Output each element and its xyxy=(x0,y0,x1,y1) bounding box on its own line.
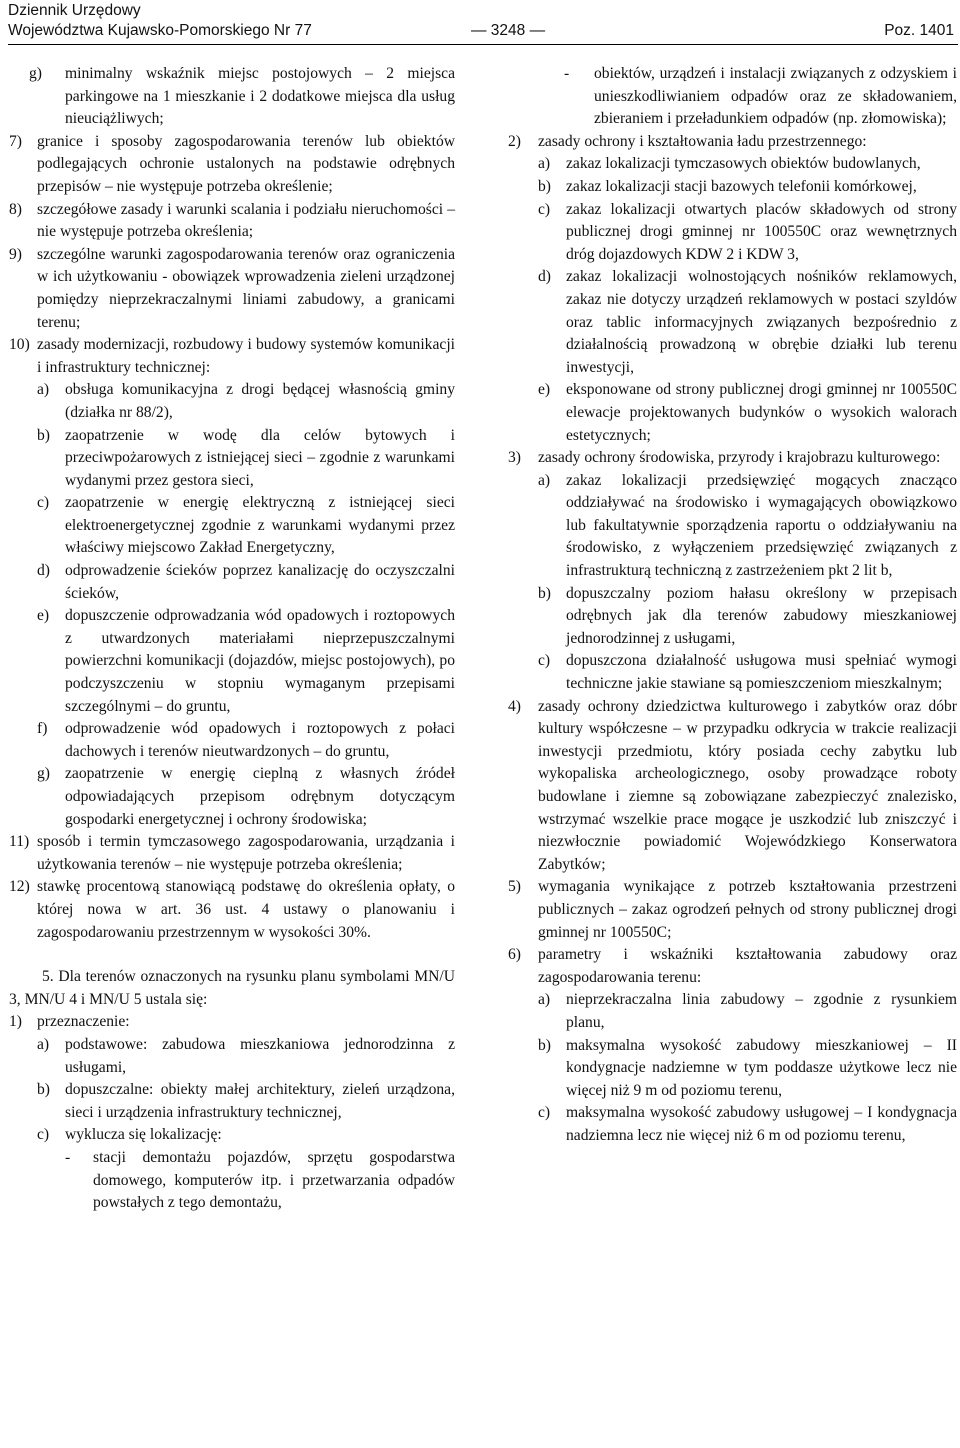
item-label: 7) xyxy=(9,132,22,150)
list-item xyxy=(9,831,455,876)
list-item xyxy=(9,379,455,424)
item-text: zakaz lokalizacji tymczasowych obiektów budowlanych, xyxy=(566,155,921,173)
item-text: sposób i termin tymczasowego zagospodarowania, urządzania i użytkowania terenów – nie występuje potrzeba określenia; xyxy=(37,833,455,873)
item-label: a) xyxy=(538,155,551,173)
list-item xyxy=(9,131,455,199)
item-text: zakaz lokalizacji stacji bazowych telefonii komórkowej, xyxy=(566,177,917,195)
list-item xyxy=(508,176,957,199)
item-text: parametry i wskaźniki kształtowania zabudowy oraz zagospodarowania terenu: xyxy=(538,946,957,986)
item-label: c) xyxy=(538,652,551,670)
list-item xyxy=(9,63,455,131)
item-text: szczegółowe zasady i warunki scalania i podziału nieruchomości – nie występuje potrzeba określenia; xyxy=(37,200,455,241)
item-text: zaopatrzenie w energię cieplną z własnych źródeł odpowiadających przepisom odrębnym dotyczącym gospodarki energetycznej i ochrony środowiska; xyxy=(65,765,455,828)
item-text: zaopatrzenie w energię elektryczną z istniejącej sieci elektroenergetycznej zgodnie z warunkami wydanymi przez właściwy miejscowo Zakład Energetyczny, xyxy=(65,494,455,557)
item-text: stawkę procentową stanowiącą podstawę do określenia opłaty, o której nowa w art. 36 ust. 4 ustawy o planowaniu i zagospodarowaniu przestrzennym w wysokości 30%. xyxy=(37,878,455,941)
list-item xyxy=(9,199,455,244)
item-text: dopuszczenie odprowadzania wód opadowych i roztopowych z utwardzonych materiałami nieprzepuszczalnymi powierzchni komunikacji (dojazdów, miejsc postojowych), po podczyszczeniu w stopniu wymaganym przepisami szczególnymi – do gruntu, xyxy=(65,607,455,715)
list-item xyxy=(508,583,957,651)
item-text: zakaz lokalizacji otwartych placów składowych od strony publicznej drogi gminnej nr 100550C oraz wewnętrznych dróg dojazdowych KDW 2 i KDW 3, xyxy=(566,200,957,263)
item-label: - xyxy=(564,65,570,82)
item-text: nieprzekraczalna linia zabudowy – zgodnie z rysunkiem planu, xyxy=(566,991,957,1031)
list-item xyxy=(9,244,455,334)
item-text: przeznaczenie: xyxy=(37,1013,130,1031)
item-label: 9) xyxy=(9,245,22,263)
list-item xyxy=(9,425,455,493)
item-text: obiektów, urządzeń i instalacji związanych z odzyskiem i unieszkodliwianiem odpadów oraz ze składowaniem, zbieraniem i przeładunkiem odpadów (np. złomowiska); xyxy=(594,65,957,128)
list-item xyxy=(508,63,957,131)
item-label: e) xyxy=(538,381,551,399)
item-text: dopuszczona działalność usługowa musi spełniać wymogi techniczne jakie stawiane są pomieszczeniom mieszkalnym; xyxy=(566,652,957,693)
list-item xyxy=(508,1102,957,1147)
list-item xyxy=(9,876,455,944)
item-text: granice i sposoby zagospodarowania terenów lub obiektów podlegających ochronie ustalonych na podstawie odrębnych przepisów – nie występuje potrzeba określenie; xyxy=(37,132,455,195)
item-label: - xyxy=(65,1148,71,1166)
item-text: maksymalna wysokość zabudowy mieszkaniowej – II kondygnacje nadziemne w tym poddasze użytkowe lecz nie więcej niż 9 m od poziomu terenu, xyxy=(566,1036,957,1099)
list-item xyxy=(508,131,957,154)
item-text: maksymalna wysokość zabudowy usługowej – I kondygnacja nadziemna lecz nie więcej niż 6 m od poziomu terenu, xyxy=(566,1104,957,1144)
item-label: e) xyxy=(37,607,50,625)
item-label: c) xyxy=(538,200,551,218)
header-divider xyxy=(8,44,958,45)
position-number: Poz. 1401 xyxy=(884,22,954,39)
item-label: c) xyxy=(37,1126,50,1144)
list-item xyxy=(508,379,957,447)
item-text: zakaz lokalizacji wolnostojących nośników reklamowych, zakaz nie dotyczy urządzeń reklamowych w postaci szyldów oraz tablic informacyjnych związanych bezpośrednio z działalnością prowadzoną w obrębie działki lub terenu inwestycji, xyxy=(566,268,957,376)
journal-title: Dziennik Urzędowy xyxy=(8,2,141,19)
item-label: 4) xyxy=(508,697,521,715)
item-label: 11) xyxy=(9,833,30,851)
list-item xyxy=(9,1147,455,1215)
item-text: zasady modernizacji, rozbudowy i budowy systemów komunikacji i infrastruktury technicznej: xyxy=(37,336,455,376)
list-item xyxy=(508,199,957,267)
item-label: b) xyxy=(538,1036,551,1054)
item-label: 6) xyxy=(508,946,521,964)
page-header xyxy=(8,0,956,44)
journal-subtitle-line xyxy=(8,21,956,41)
page-number: — 3248 — xyxy=(471,22,546,39)
item-text: zasady ochrony dziedzictwa kulturowego i zabytków oraz dóbr kultury współczesne – w przypadku odkrycia w trakcie realizacji inwestycji przedmiotu, który posiada cechy zabytku lub wykopaliska archeologicznego, osoby prowadzące roboty budowlane i ziemne są zobowiązane zabezpieczyć znalezisko, wstrzymać wszelkie prace mogące je uszkodzić lub zniszczyć i niezwłocznie powiadomić Wojewódzkiego Konserwatora Zabytków; xyxy=(538,697,957,873)
item-label: a) xyxy=(37,381,50,399)
right-column xyxy=(508,63,957,1148)
item-text: odprowadzenie ścieków poprzez kanalizację do oczyszczalni ścieków, xyxy=(65,562,455,602)
item-text: wymagania wynikające z potrzeb kształtowania przestrzeni publicznych – zakaz ogrodzeń pełnych od strony publicznej drogi gminnej nr 100550C; xyxy=(538,878,957,941)
list-item xyxy=(9,1124,455,1147)
list-item xyxy=(508,153,957,176)
list-item xyxy=(508,876,957,944)
item-label: b) xyxy=(538,177,551,195)
item-label: c) xyxy=(37,494,50,512)
item-label: a) xyxy=(37,1035,50,1053)
item-label: 8) xyxy=(9,200,22,218)
item-text: dopuszczalne: obiekty małej architektury, zieleń urządzona, sieci i urządzenia infrastruktury technicznej, xyxy=(65,1081,455,1121)
list-item xyxy=(9,492,455,560)
item-label: g) xyxy=(29,65,42,82)
item-text: zasady ochrony i kształtowania ładu przestrzennego: xyxy=(538,132,867,150)
list-item xyxy=(9,718,455,763)
list-item xyxy=(9,1079,455,1124)
item-label: a) xyxy=(538,471,551,489)
item-label: b) xyxy=(538,584,551,602)
item-text: szczególne warunki zagospodarowania terenów oraz ograniczenia w ich użytkowaniu - obowiązek wprowadzenia zieleni urządzonej pomiędzy nieprzekraczalnymi liniami zabudowy, a granicami terenu; xyxy=(37,245,455,331)
item-label: 10) xyxy=(9,336,30,354)
list-item xyxy=(9,1034,455,1079)
list-item xyxy=(9,763,455,831)
list-item xyxy=(9,334,455,379)
journal-issue: Województwa Kujawsko-Pomorskiego Nr 77 xyxy=(8,22,312,39)
item-label: d) xyxy=(538,268,551,286)
item-label: d) xyxy=(37,562,50,580)
item-text: zasady ochrony środowiska, przyrody i krajobrazu kulturowego: xyxy=(538,449,941,467)
section-paragraph: 5. Dla terenów oznaczonych na rysunku planu symbolami MN/U 3, MN/U 4 i MN/U 5 ustala się: xyxy=(9,968,455,1008)
list-item xyxy=(508,447,957,470)
item-text: obsługa komunikacyjna z drogi będącej własnością gminy (działka nr 88/2), xyxy=(65,381,455,421)
item-label: g) xyxy=(37,765,50,783)
item-label: 3) xyxy=(508,449,521,467)
item-text: dopuszczalny poziom hałasu określony w przepisach odrębnych jak dla terenów zabudowy mieszkaniowej jednorodzinnej z usługami, xyxy=(566,584,957,647)
item-text: zaopatrzenie w wodę dla celów bytowych i przeciwpożarowych z istniejącej sieci – zgodnie z warunkami wydanymi przez gestora sieci, xyxy=(65,426,455,489)
list-item xyxy=(508,470,957,583)
spacer xyxy=(9,944,455,966)
item-text: zakaz lokalizacji przedsięwzięć mogących znacząco oddziaływać na środowisko i wymagających obowiązkowo lub fakultatywnie sporządzenia raportu o oddziaływaniu na środowisko, z wyłączeniem przedsięwzięć związanych z infrastrukturą techniczną z zastrzeżeniem pkt 2 lit b, xyxy=(566,471,957,580)
item-label: b) xyxy=(37,426,50,444)
item-label: c) xyxy=(538,1104,551,1122)
item-label: f) xyxy=(37,720,48,738)
item-text: wyklucza się lokalizację: xyxy=(65,1126,222,1144)
list-item xyxy=(508,650,957,695)
list-item xyxy=(508,989,957,1034)
item-label: 1) xyxy=(9,1013,22,1031)
list-item xyxy=(508,1035,957,1103)
item-text: eksponowane od strony publicznej drogi gminnej nr 100550C elewacje projektowanych budynków o wysokich walorach estetycznych; xyxy=(566,381,957,444)
list-item xyxy=(508,944,957,989)
item-label: 12) xyxy=(9,878,30,896)
item-text: stacji demontażu pojazdów, sprzętu gospodarstwa domowego, komputerów itp. i przetwarzania odpadów powstałych z tego demontażu, xyxy=(93,1148,455,1212)
list-item xyxy=(9,560,455,605)
list-item xyxy=(508,266,957,379)
item-label: a) xyxy=(538,991,551,1009)
list-item xyxy=(9,1011,455,1034)
item-label: b) xyxy=(37,1081,50,1099)
item-text: minimalny wskaźnik miejsc postojowych – 2 miejsca parkingowe na 1 mieszkanie i 2 dodatkowe miejsca dla usług nieuciążliwych; xyxy=(65,65,455,128)
left-column xyxy=(9,63,455,1215)
item-text: odprowadzenie wód opadowych i roztopowych z połaci dachowych i terenów nieutwardzonych – do gruntu, xyxy=(65,720,455,760)
item-label: 2) xyxy=(508,132,521,150)
item-label: 5) xyxy=(508,878,521,896)
item-text: podstawowe: zabudowa mieszkaniowa jednorodzinna z usługami, xyxy=(65,1035,455,1076)
list-item xyxy=(508,696,957,877)
list-item xyxy=(9,605,455,718)
